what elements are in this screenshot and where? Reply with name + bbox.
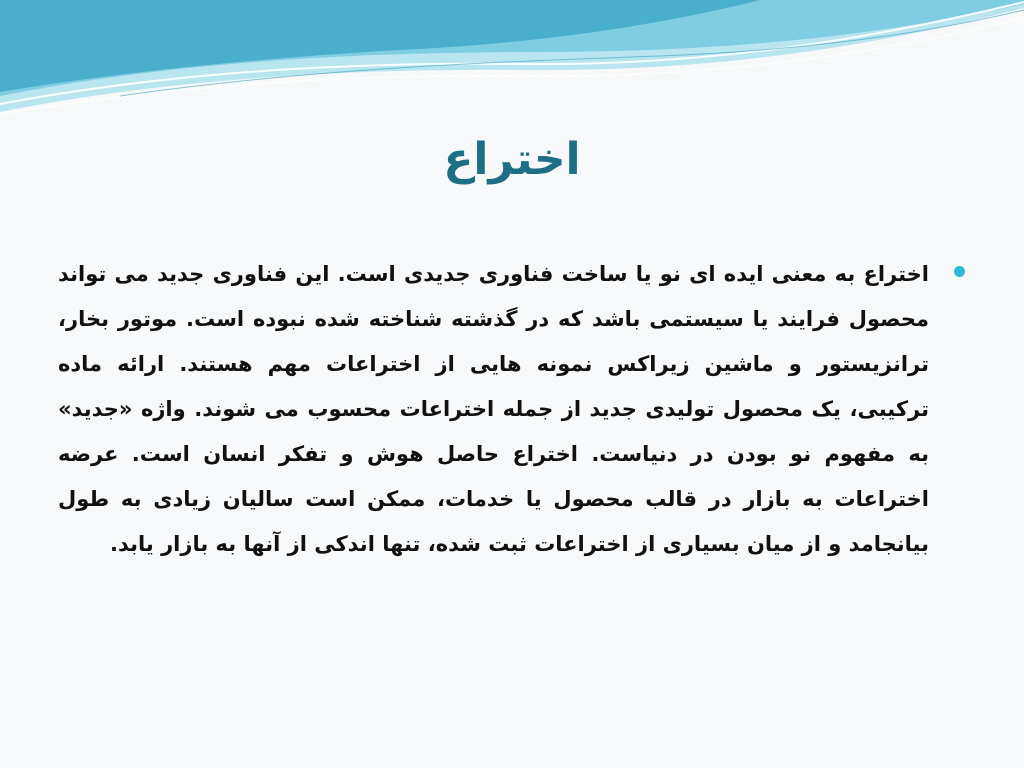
bullet-item (58, 252, 973, 567)
decorative-wave-header (0, 0, 1024, 130)
slide-title: اختراع (443, 134, 581, 185)
body-paragraph: اختراع به معنی ایده ای نو یا ساخت فناوری جدیدی است. این فناوری جدید می تواند محصول فرایند یا سیستمی باشد که در گذشته شناخته شده نبوده است. موتور بخار، ترانزیستور و ماشین زیراکس نمونه هایی از اختراعات مهم هستند. ارائه ماده ترکیبی، یک محصول تولیدی جدید از جمله اختراعات محسوب می شوند. واژه «جدید» به مفهوم نو بودن در دنیاست. اختراع حاصل هوش و تفکر انسان است. عرضه اختراعات به بازار در قالب محصول یا خدمات، ممکن است سالیان زیادی به طول بیانجامد و از میان بسیاری از اختراعات ثبت شده، تنها اندکی از آنها به بازار یابد. (58, 262, 929, 556)
bullet-dot-icon (954, 266, 965, 277)
slide-content (58, 252, 973, 567)
